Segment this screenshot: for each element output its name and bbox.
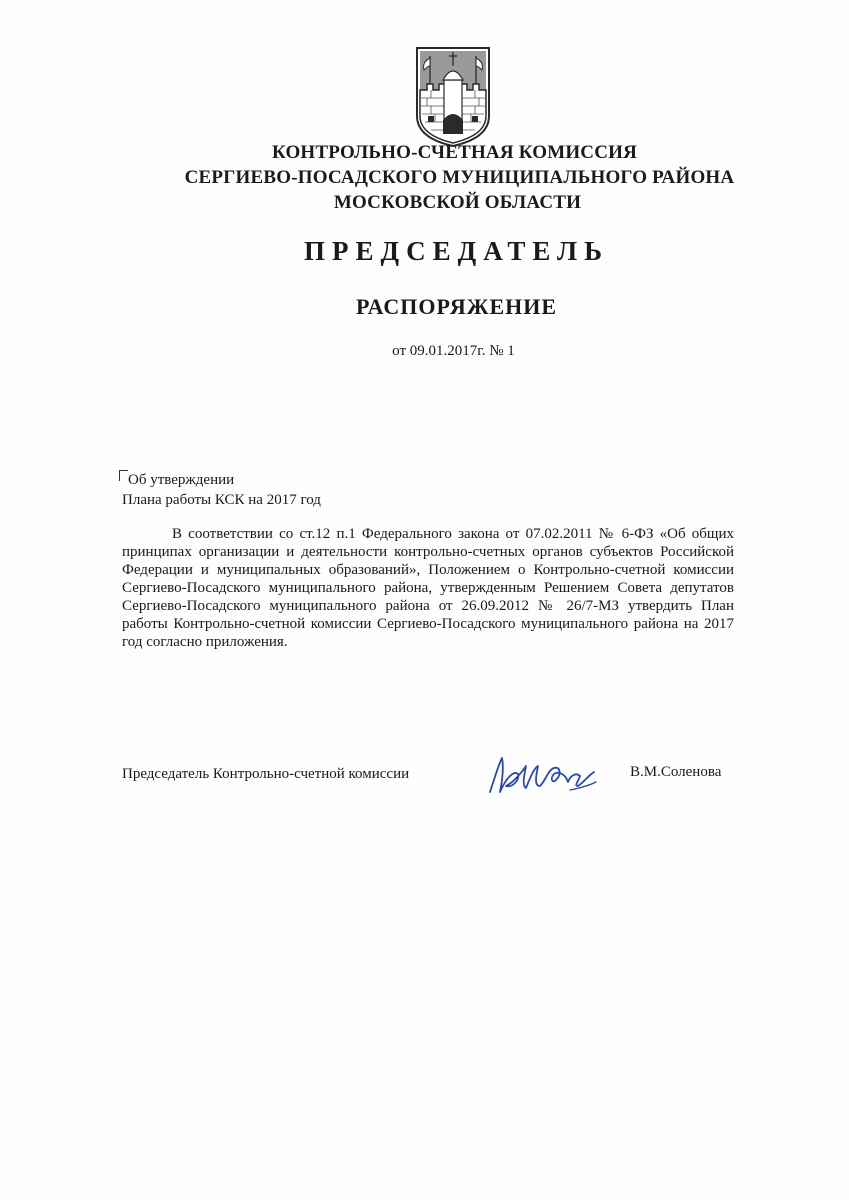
org-name-line1: КОНТРОЛЬНО-СЧЕТНАЯ КОМИССИЯ — [271, 142, 638, 163]
subject-block — [122, 470, 321, 510]
coat-of-arms-icon — [413, 46, 493, 148]
position-title: ПРЕДСЕДАТЕЛЬ — [304, 236, 609, 266]
org-name-line2: СЕРГИЕВО-ПОСАДСКОГО МУНИЦИПАЛЬНОГО РАЙОНА — [184, 167, 735, 188]
handwritten-signature-icon — [484, 752, 602, 798]
signatory-name: В.М.Соленова — [630, 764, 722, 780]
subject-line1: Об утверждении — [128, 472, 235, 488]
document-type: РАСПОРЯЖЕНИЕ — [355, 294, 558, 319]
document-date: от 09.01.2017г. № 1 — [392, 343, 515, 359]
body-paragraph: В соответствии со ст.12 п.1 Федерального закона от 07.02.2011 № 6-ФЗ «Об общих принципах организации и деятельности контрольно-счетных органов субъектов Российской Федерации и муниципальных образований», Положением о Контрольно-счетной комиссии Сергиево-Посадского муниципального района, утвержденным Решением Совета депутатов Сергиево-Посадского муниципального района от 26.09.2012 № 26/7-МЗ утвердить План работы Контрольно-счетной комиссии Сергиево-Посадского муниципального района на 2017 год согласно приложения. — [122, 526, 734, 650]
subject-line2: Плана работы КСК на 2017 год — [122, 492, 321, 508]
org-name-line3: МОСКОВСКОЙ ОБЛАСТИ — [333, 192, 582, 213]
signatory-title: Председатель Контрольно-счетной комиссии — [122, 766, 410, 782]
